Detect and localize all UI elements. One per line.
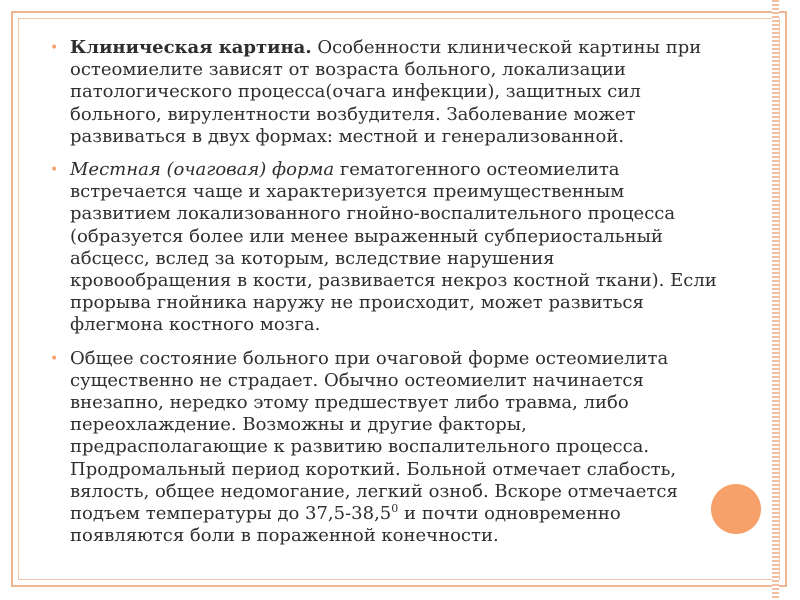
slide-content: [50, 37, 720, 558]
paragraph-general-condition: [50, 348, 720, 548]
bullet-icon: •: [50, 162, 59, 179]
paragraph-text: Общее состояние больного при очаговой форме остеомиелита существенно не страдает. Обычно остеомиелит начинается внезапно, нередко этому предшествует либо травма, либо переохлаждение. Возможны и другие факторы, предрасполагающие к развитию воспалительного процесса. Продромальный период короткий. Больной отмечает слабость, вялость, общее недомогание, легкий озноб. Вскоре отмечается подъем температуры до 37,5-38,5: [70, 347, 678, 525]
paragraph-local-form: [50, 159, 720, 337]
decorative-stripe: [772, 0, 779, 600]
degree-superscript: 0: [391, 502, 399, 516]
term-clinical-picture: Клиническая картина.: [70, 37, 312, 58]
paragraph-text-end: и почти одновременно появляются боли в пораженной конечности.: [70, 503, 621, 547]
paragraph-clinical-picture: [50, 37, 720, 148]
paragraph-text: Особенности клинической картины при остеомиелите зависят от возраста больного, локализации патологического процесса(очага инфекции), защитных сил больного, вирулентности возбудителя. Заболевание может развиваться в двух формах: местной и генерализованной.: [70, 37, 702, 147]
bullet-icon: •: [50, 350, 59, 367]
paragraph-text: гематогенного остеомиелита встречается чаще и характеризуется преимущественным развитием локализованного гнойно-воспалительного процесса (образуется более или менее выраженный субпериостальный абсцесс, вслед за которым, вследствие нарушения кровообращения в кости, развивается некроз костной ткани). Если прорыва гнойника наружу не происходит, может развиться флегмона костного мозга.: [70, 159, 717, 336]
bullet-icon: •: [50, 40, 59, 56]
term-local-form: Местная (очаговая) форма: [70, 159, 335, 181]
